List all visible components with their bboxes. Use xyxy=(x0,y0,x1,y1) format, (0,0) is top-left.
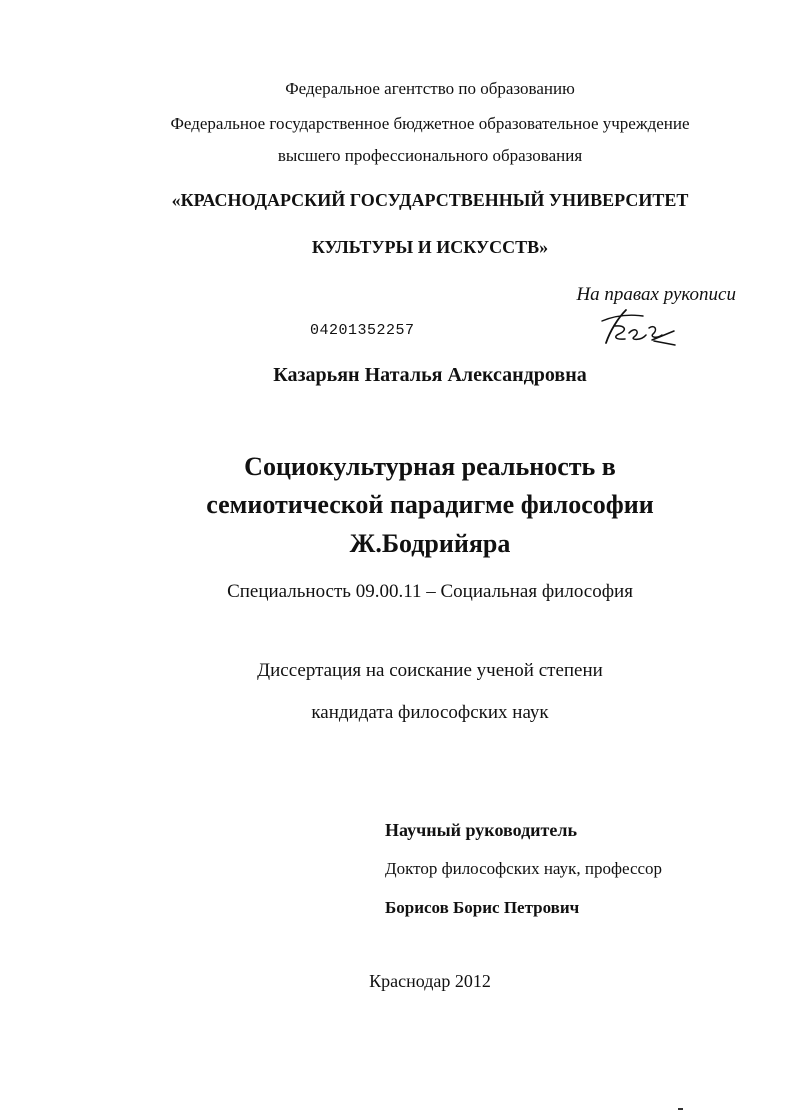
scientific-advisor-degree: Доктор философских наук, профессор xyxy=(385,859,663,878)
institution-type: Федеральное государственное бюджетное образовательное учреждение xyxy=(170,114,690,133)
scientific-advisor-name: Борисов Борис Петрович xyxy=(385,898,580,917)
handwritten-signature xyxy=(598,306,678,348)
dissertation-title-line-2: семиотической парадигме философии xyxy=(206,490,654,519)
scan-mark xyxy=(678,1108,683,1110)
specialty-code: Специальность 09.00.11 – Социальная философия xyxy=(227,581,633,602)
university-name-line-2: КУЛЬТУРЫ И ИСКУССТВ» xyxy=(311,237,549,257)
education-level: высшего профессионального образования xyxy=(277,146,583,165)
dissertation-title-line-3: Ж.Бодрийяра xyxy=(349,529,511,558)
author-name: Казарьян Наталья Александровна xyxy=(273,364,587,386)
city-and-year: Краснодар 2012 xyxy=(369,971,491,991)
catalog-number: 04201352257 xyxy=(310,322,415,339)
degree-sought-line-2: кандидата философских наук xyxy=(311,702,549,723)
degree-sought-line-1: Диссертация на соискание ученой степени xyxy=(257,660,603,681)
dissertation-title-line-1: Социокультурная реальность в xyxy=(244,452,616,481)
university-name-line-1: «КРАСНОДАРСКИЙ ГОСУДАРСТВЕННЫЙ УНИВЕРСИТЕТ xyxy=(171,190,689,210)
agency-name: Федеральное агентство по образованию xyxy=(285,79,575,98)
scientific-advisor-heading: Научный руководитель xyxy=(385,820,577,840)
manuscript-rights-note: На правах рукописи xyxy=(576,284,736,305)
